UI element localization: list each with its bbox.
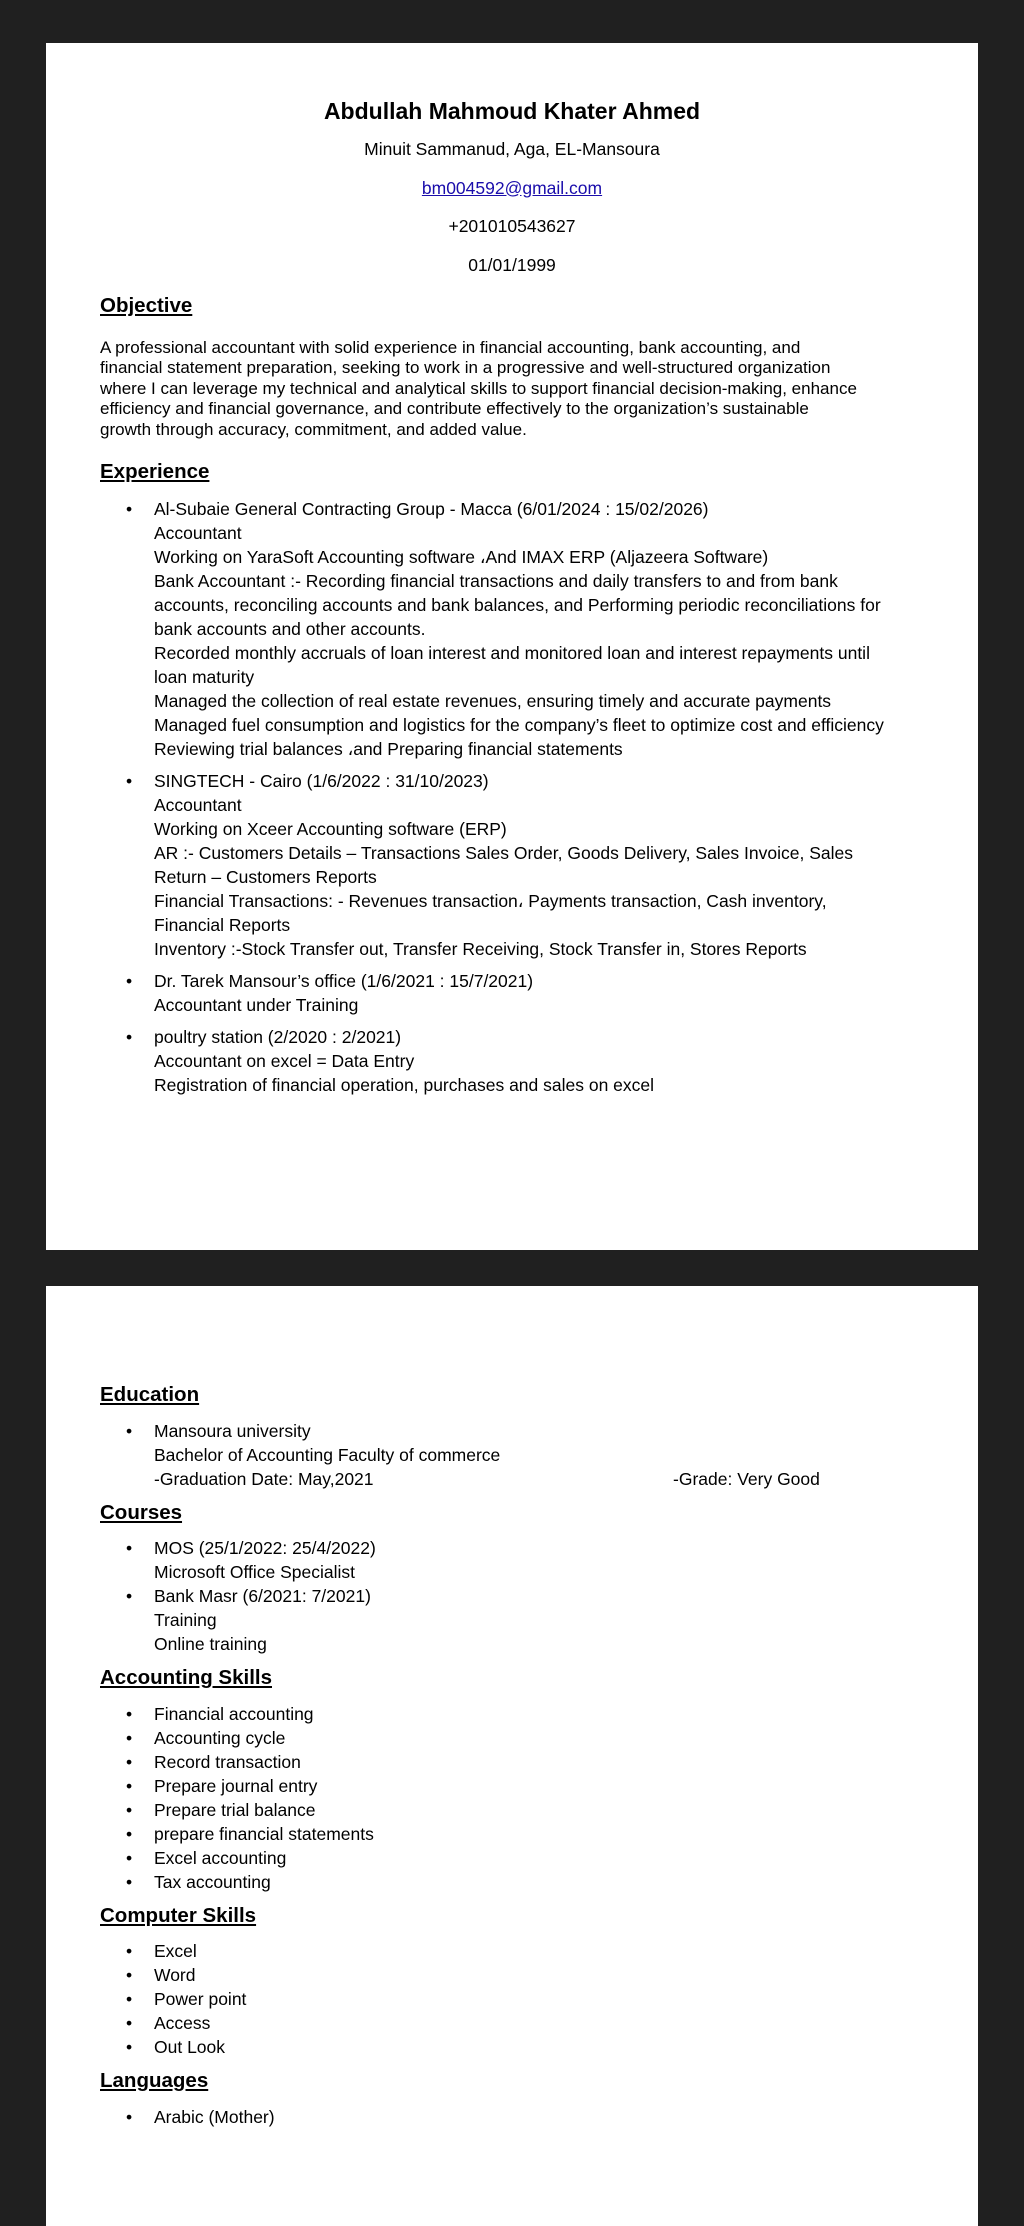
- experience-item: [100, 1025, 924, 1097]
- job-title-line: • poultry station (2/2020 : 2/2021): [154, 1026, 402, 1047]
- skill-item: • Record transaction: [100, 1750, 924, 1774]
- skill-item: • Excel accounting: [100, 1846, 924, 1870]
- accounting-skills-list: [100, 1702, 924, 1894]
- job-line: Bank Accountant :- Recording financial transactions and daily transfers to and from bank: [154, 570, 838, 591]
- course-item: [100, 1536, 924, 1584]
- experience-item: [100, 769, 924, 961]
- courses-heading: Courses: [100, 1500, 183, 1524]
- university: • Mansoura university: [154, 1420, 311, 1441]
- objective-line: A professional accountant with solid experience in financial accounting, bank accounting, and: [100, 337, 801, 357]
- skill-item: • prepare financial statements: [100, 1822, 924, 1846]
- job-line: Accountant on excel = Data Entry: [154, 1050, 415, 1071]
- education-list: [100, 1419, 924, 1491]
- job-title-line: • Al-Subaie General Contracting Group - Macca (6/01/2024 : 15/02/2026): [154, 498, 709, 519]
- courses-list: [100, 1536, 924, 1656]
- education-item: [100, 1419, 924, 1491]
- job-line: Working on Xceer Accounting software (ERP): [154, 818, 507, 839]
- address: Minuit Sammanud, Aga, EL-Mansoura: [364, 139, 660, 159]
- course-line: Training: [154, 1610, 217, 1630]
- objective-line: financial statement preparation, seeking to work in a progressive and well-structured organization: [100, 358, 831, 377]
- course-line: • Bank Masr (6/2021: 7/2021): [154, 1586, 371, 1606]
- objective-line: efficiency and financial governance, and contribute effectively to the organization’s sustainable: [100, 399, 809, 418]
- skill-item: • Financial accounting: [100, 1702, 924, 1726]
- job-line: Return – Customers Reports: [154, 866, 377, 887]
- job-line: Registration of financial operation, purchases and sales on excel: [154, 1074, 655, 1095]
- computer-skills-list: [100, 1939, 924, 2059]
- job-line: Managed fuel consumption and logistics for the company’s fleet to optimize cost and efficiency: [154, 714, 884, 735]
- degree: Bachelor of Accounting Faculty of commerce: [154, 1444, 501, 1465]
- job-line: accounts, reconciling accounts and bank balances, and Performing periodic reconciliations for: [154, 594, 881, 615]
- course-item: [100, 1584, 924, 1656]
- job-line: Accountant under Training: [154, 994, 359, 1015]
- course-line: Microsoft Office Specialist: [154, 1562, 355, 1582]
- course-line: Online training: [154, 1634, 267, 1654]
- skill-item: • Prepare trial balance: [100, 1798, 924, 1822]
- objective-line: growth through accuracy, commitment, and added value.: [100, 419, 527, 439]
- graduation-row: [154, 1467, 924, 1491]
- skill-item: • Out Look: [100, 2035, 924, 2059]
- languages-heading: Languages: [100, 2069, 209, 2092]
- job-line: Financial Transactions: - Revenues transaction، Payments transaction, Cash inventory,: [154, 890, 827, 911]
- job-title-line: • SINGTECH - Cairo (1/6/2022 : 31/10/2023): [154, 770, 489, 791]
- experience-item: [100, 497, 924, 761]
- computer-skills-heading: Computer Skills: [100, 1903, 257, 1927]
- grade: -Grade: Very Good: [673, 1468, 820, 1489]
- skill-item: • Tax accounting: [100, 1870, 924, 1894]
- skill-item: • Excel: [100, 1939, 924, 1963]
- experience-heading: Experience: [100, 460, 210, 483]
- skill-item: • Prepare journal entry: [100, 1774, 924, 1798]
- education-heading: Education: [100, 1383, 200, 1406]
- job-line: Accountant: [154, 794, 242, 815]
- accounting-skills-heading: Accounting Skills: [100, 1666, 272, 1689]
- course-line: • MOS (25/1/2022: 25/4/2022): [154, 1538, 376, 1558]
- experience-list: [100, 497, 924, 1097]
- language-item: • Arabic (Mother): [100, 2105, 924, 2129]
- resume-page-1: [46, 43, 978, 1250]
- email-link[interactable]: bm004592@gmail.com: [421, 177, 603, 198]
- languages-list: [100, 2105, 924, 2129]
- resume-page-2: [46, 1286, 978, 2226]
- job-line: bank accounts and other accounts.: [154, 618, 426, 639]
- objective-text: [100, 338, 924, 441]
- experience-item: [100, 969, 924, 1017]
- header: [100, 98, 924, 274]
- job-line: Reviewing trial balances ،and Preparing financial statements: [154, 738, 623, 759]
- job-line: Financial Reports: [154, 914, 291, 935]
- job-line: Managed the collection of real estate revenues, ensuring timely and accurate payments: [154, 690, 832, 711]
- objective-heading: Objective: [100, 294, 193, 317]
- graduation-date: -Graduation Date: May,2021: [154, 1468, 374, 1489]
- date-of-birth: 01/01/1999: [468, 254, 556, 275]
- job-title-line: • Dr. Tarek Mansour’s office (1/6/2021 : 15/7/2021): [154, 970, 534, 991]
- objective-line: where I can leverage my technical and analytical skills to support financial decision-making, enhance: [100, 378, 857, 398]
- job-line: Accountant: [154, 522, 242, 543]
- job-line: Recorded monthly accruals of loan interest and monitored loan and interest repayments until: [154, 642, 870, 663]
- phone: +201010543627: [448, 216, 576, 236]
- job-line: AR :- Customers Details – Transactions Sales Order, Goods Delivery, Sales Invoice, Sales: [154, 842, 853, 863]
- skill-item: • Power point: [100, 1987, 924, 2011]
- job-line: Working on YaraSoft Accounting software ،And IMAX ERP (Aljazeera Software): [154, 546, 769, 567]
- skill-item: • Word: [100, 1963, 924, 1987]
- job-line: loan maturity: [154, 666, 255, 687]
- skill-item: • Accounting cycle: [100, 1726, 924, 1750]
- candidate-name: Abdullah Mahmoud Khater Ahmed: [323, 98, 701, 124]
- skill-item: • Access: [100, 2011, 924, 2035]
- job-line: Inventory :-Stock Transfer out, Transfer Receiving, Stock Transfer in, Stores Reports: [154, 938, 807, 959]
